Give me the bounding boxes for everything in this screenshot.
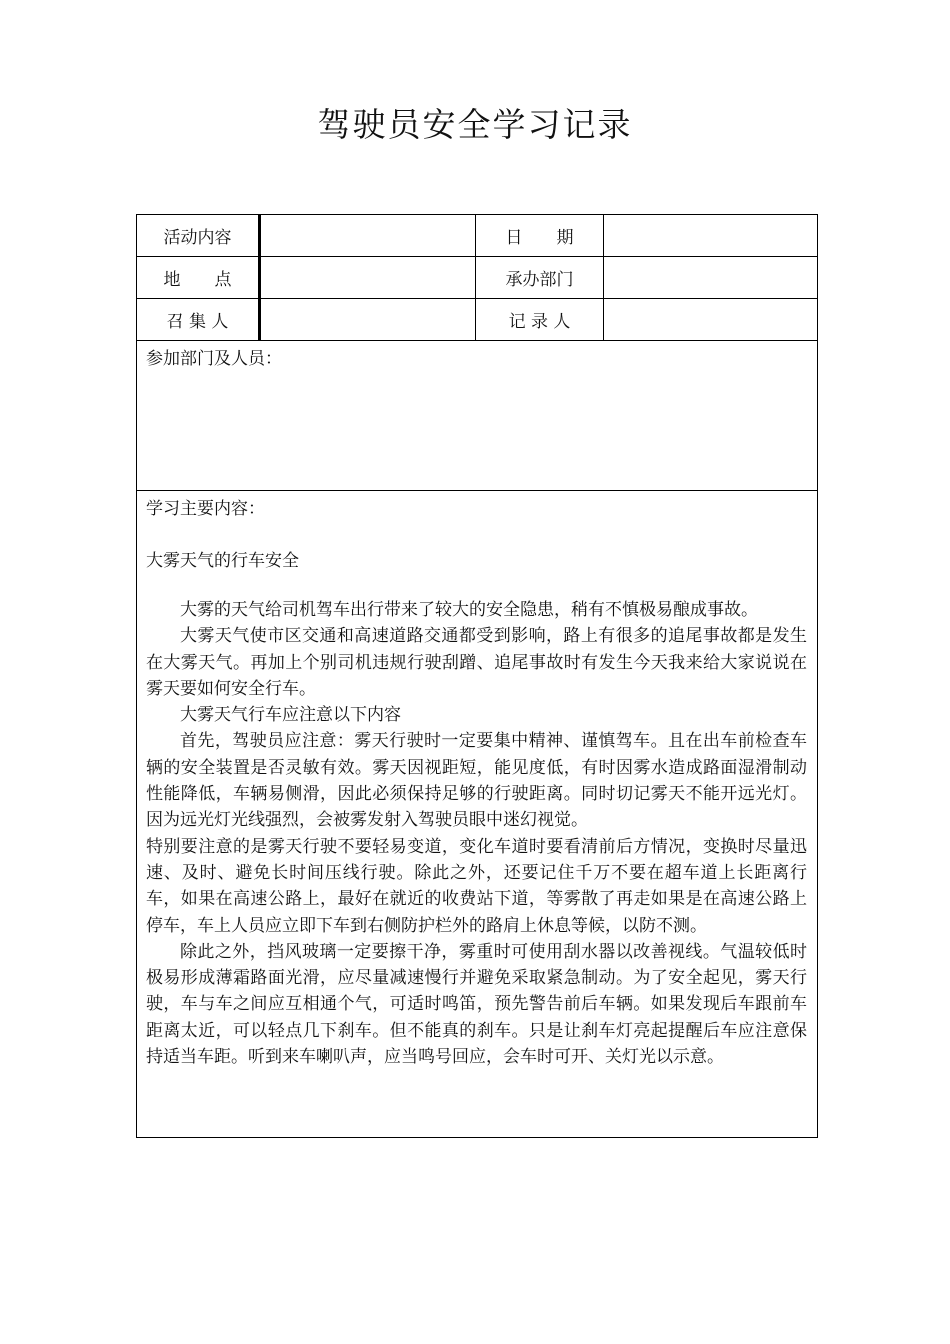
study-subtitle: 大雾天气的行车安全 (146, 551, 299, 571)
body-paragraph: 除此之外，挡风玻璃一定要擦干净，雾重时可使用刮水器以改善视线。气温较低时极易形成薄霜路面光滑，应尽量减速慢行并避免采取紧急制动。为了安全起见，雾天行驶，车与车之间应互相通个气，可适时鸣笛，预先警告前后车辆。如果发现后车跟前车距离太近，可以轻点几下刹车。但不能真的刹车。只是让刹车灯亮起提醒后车应注意保持适当车距。听到来车喇叭声，应当鸣号回应，会车时可开、关灯光以示意。 (146, 941, 807, 1068)
organizer-dept-value-field[interactable] (604, 257, 818, 299)
study-body (146, 597, 817, 1070)
table-row (137, 215, 818, 257)
organizer-dept-label: 承办部门 (476, 257, 604, 299)
convener-value-field[interactable] (260, 299, 476, 341)
body-paragraph: 大雾天气行车应注意以下内容 (180, 705, 401, 726)
body-paragraph: 首先，驾驶员应注意：雾天行驶时一定要集中精神、谨慎驾车。且在出车前检查车辆的安全装置是否灵敏有效。雾天因视距短，能见度低，有时因雾水造成路面湿滑制动性能降低，车辆易侧滑，因此必须保持足够的行驶距离。同时切记雾天不能开远光灯。因为远光灯光线强烈，会被雾发射入驾驶员眼中迷幻视觉。 (146, 731, 807, 831)
record-table (136, 214, 818, 1138)
study-content-row (137, 491, 818, 1138)
participants-label: 参加部门及人员： (146, 349, 282, 369)
participants-cell[interactable] (137, 341, 818, 491)
activity-value-field[interactable] (260, 215, 476, 257)
study-content-label: 学习主要内容： (146, 499, 265, 519)
convener-label: 召 集 人 (137, 299, 260, 341)
study-content-cell[interactable] (137, 491, 818, 1138)
document-title: 驾驶员安全学习记录 (317, 105, 633, 144)
date-label: 日 期 (476, 215, 604, 257)
activity-label: 活动内容 (137, 215, 260, 257)
table-row (137, 299, 818, 341)
recorder-value-field[interactable] (604, 299, 818, 341)
recorder-label: 记 录 人 (476, 299, 604, 341)
body-paragraph: 大雾天气使市区交通和高速道路交通都受到影响，路上有很多的追尾事故都是发生在大雾天气。再加上个别司机违规行驶刮蹭、追尾事故时有发生今天我来给大家说说在雾天要如何安全行车。 (146, 626, 807, 699)
location-label: 地 点 (137, 257, 260, 299)
participants-row (137, 341, 818, 491)
location-value-field[interactable] (260, 257, 476, 299)
table-row (137, 257, 818, 299)
body-paragraph: 大雾的天气给司机驾车出行带来了较大的安全隐患，稍有不慎极易酿成事故。 (180, 600, 758, 620)
body-paragraph: 特别要注意的是雾天行驶不要轻易变道，变化车道时要看清前后方情况，变换时尽量迅速、及时、避免长时间压线行驶。除此之外，还要记住千万不要在超车道上长距离行车，如果在高速公路上，最好在就近的收费站下道，等雾散了再走如果是在高速公路上停车，车上人员应立即下车到右侧防护栏外的路肩上休息等候，以防不测。 (146, 836, 807, 936)
date-value-field[interactable] (604, 215, 818, 257)
